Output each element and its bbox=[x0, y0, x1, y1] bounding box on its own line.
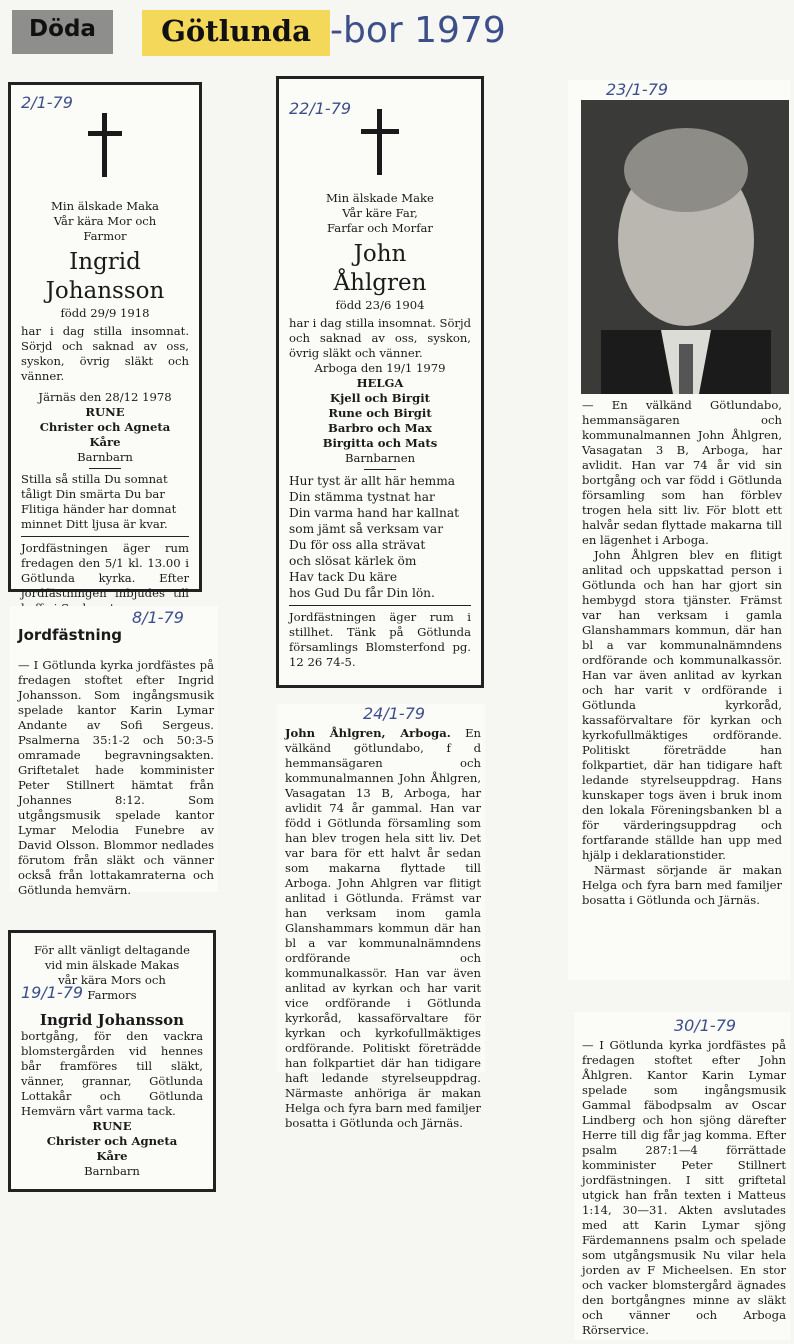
mourner-line: RUNE bbox=[85, 405, 125, 419]
poem-line: Din stämma tystnat har bbox=[289, 490, 435, 504]
poem-line: Hav tack Du käre bbox=[289, 570, 398, 584]
notice-john-place-date: Arboga den 19/1 1979 bbox=[314, 361, 446, 375]
thanks-ingrid-mourners bbox=[21, 1119, 203, 1164]
mourner-line: HELGA bbox=[356, 376, 404, 390]
poem-line: Flitiga händer har domnat bbox=[21, 502, 177, 516]
divider bbox=[21, 536, 189, 537]
intro-line: Min älskade Maka bbox=[51, 199, 159, 213]
mourner-line: Kåre bbox=[89, 435, 121, 449]
mourner-line: Birgitta och Mats bbox=[322, 436, 438, 450]
header-handwritten-note: -bor 1979 bbox=[330, 10, 506, 51]
notice-ingrid-poem bbox=[21, 472, 189, 532]
poem-line: tåligt Din smärta Du bar bbox=[21, 487, 165, 501]
divider bbox=[89, 468, 121, 469]
thanks-ingrid-name: Ingrid Johansson bbox=[39, 1011, 185, 1029]
poem-line: hos Gud Du får Din lön. bbox=[289, 586, 435, 600]
poem-line: minnet Ditt ljusa är kvar. bbox=[21, 517, 168, 531]
mourner-line: Rune och Birgit bbox=[328, 406, 432, 420]
name-line: John bbox=[353, 241, 407, 267]
photo-clip-text bbox=[582, 398, 782, 908]
notice-john-date-note: 22/1-79 bbox=[289, 99, 352, 118]
notice-ingrid-date-note: 2/1-79 bbox=[21, 93, 73, 112]
thanks-ingrid-mourners-tail: Barnbarn bbox=[84, 1164, 140, 1178]
mourner-line: Christer och Agneta bbox=[39, 420, 171, 434]
poem-line: Du för oss alla strävat bbox=[289, 538, 426, 552]
intro-line: vid min älskade Makas bbox=[44, 958, 180, 972]
intro-line: Farmors bbox=[87, 988, 137, 1002]
portrait-photo-image bbox=[581, 100, 789, 394]
header-tag-doda-label: Döda bbox=[29, 16, 96, 42]
portrait-photo bbox=[581, 100, 789, 394]
photo-clip-paragraph: John Åhlgren blev en flitigt anlitad och uppskattad person i Götlunda och han har gjort sin hembygd stora tjänster. Främst var han verksam i gamla Glanshammars kommun, där han bl a var kommunalnämndens ordförande och kommunalkassör. Han var även anlitad av kyrkan och har varit v ordförande i Götlunda kyrkoråd, kassaförvaltare för kyrkan och kyrkofullmäktiges ordförande. Politiskt företrädde han folkpartiet, där han tidigare haft ledande styrelseuppdrag. Hans kunskaper togs även i bruk inom den lokala Föreningsbanken bl a för värderingsuppdrag och fortfarande ställde han upp med hjälp i deklarationstider. bbox=[582, 548, 782, 862]
news-john-body bbox=[285, 726, 481, 1131]
notice-ingrid-place-date: Järnäs den 28/12 1978 bbox=[38, 390, 172, 404]
mourner-line: Kjell och Birgit bbox=[330, 391, 430, 405]
notice-john-born: född 23/6 1904 bbox=[335, 298, 425, 312]
poem-line: som jämt så verksam var bbox=[289, 522, 444, 536]
divider bbox=[364, 469, 396, 470]
news-john-lead: John Åhlgren, Arboga. bbox=[285, 726, 451, 740]
mourner-line: Christer och Agneta bbox=[46, 1134, 178, 1148]
intro-line: Farfar och Morfar bbox=[327, 221, 433, 235]
notice-ingrid-mourners bbox=[21, 405, 189, 450]
divider bbox=[289, 605, 471, 606]
notice-john-poem bbox=[289, 473, 471, 601]
notice-ingrid-funeral: Jordfästningen äger rum fredagen den 5/1 kl. 13.00 i Götlunda kyrka. Efter jordfästningen inbjudes till bbox=[21, 541, 189, 600]
poem-line: Stilla så stilla Du somnat bbox=[21, 472, 168, 486]
header-place-label: Götlunda bbox=[161, 14, 311, 48]
notice-john-funeral: Jordfästningen äger rum i stillhet. Tänk på Götlunda församlings Blomsterfond pg. 12 26 74-5. bbox=[289, 610, 471, 669]
photo-clip-paragraph: — En välkänd Götlundabo, hemmansägaren och kommunalmannen John Åhlgren, Vasagatan 3 B, Arboga, har avlidit. Han var 74 år vid sin bortgång och var född i Götlunda församling som han förblev trogen hela sitt liv. För blott ett halvår sedan flyttade makarna till en lägenhet i Arboga. bbox=[582, 398, 782, 547]
poem-line: Hur tyst är allt här hemma bbox=[289, 474, 456, 488]
jordfastning-ingrid-heading: Jordfästning bbox=[18, 626, 123, 644]
photo-clipping bbox=[568, 80, 790, 980]
poem-line: och slösat kärlek öm bbox=[289, 554, 417, 568]
mourner-line: RUNE bbox=[92, 1119, 132, 1133]
photo-clip-date-note: 23/1-79 bbox=[606, 80, 669, 99]
thanks-ingrid-text: bortgång, för den vackra blomstergården vid hennes bår framföres till släkt, vänner, grannar, Götlunda Lottakår och Götlunda Hemvärn vårt varma tack. bbox=[21, 1029, 203, 1118]
intro-line: Vår kära Mor och bbox=[53, 214, 157, 228]
cross-icon bbox=[85, 111, 125, 181]
notice-john-intro bbox=[289, 191, 471, 236]
notice-john-mourners bbox=[289, 376, 471, 451]
notice-john-mourners-tail: Barnbarnen bbox=[344, 451, 416, 465]
notice-john-body: har i dag stilla insomnat. Sörjd och saknad av oss, syskon, övrig släkt och vänner. bbox=[289, 316, 471, 360]
name-line: Ingrid bbox=[69, 249, 141, 275]
notice-ingrid-body: har i dag stilla insomnat. Sörjd och saknad av oss, syskon, övrig släkt och vänner. bbox=[21, 324, 189, 383]
news-john-text: En välkänd götlundabo, f d hemmansägaren och kommunalmannen John Åhlgren, Vasagatan 13 B, Arboga, har avlidit 74 år gammal. Han var född i Götlunda församling som han blev trogen hela sitt liv. Det var bara för ett halvt år sedan som makarna flyttade till Arboga. John Ahlgren var flitigt anlitad i Götlunda. Främst var han verksam inom gamla Glanshammars kommun där han bl a var kommunalnämndens ordförande och kommunalkassör. Han var även anlitad av kyrkan och har varit vice ordförande i Götlunda kyrkoråd, kassaförvaltare för kyrkan och kyrkofullmäktiges ordförande. Politiskt företrädde han folkpartiet där han tidigare haft ledande styrelseuppdrag. Närmaste anhöriga är makan Helga och fyra barn med familjer bosatta i Götlunda och Järnäs. bbox=[285, 726, 481, 1130]
thanks-ingrid-date-note: 19/1-79 bbox=[21, 983, 84, 1002]
poem-line: Din varma hand har kallnat bbox=[289, 506, 459, 520]
jordfastning-ingrid bbox=[10, 606, 218, 897]
notice-ingrid-name bbox=[21, 248, 189, 306]
notice-ingrid bbox=[8, 82, 202, 600]
jordfastning-john bbox=[574, 1012, 790, 1340]
notice-john bbox=[276, 76, 484, 688]
cross-icon bbox=[358, 107, 402, 179]
news-john bbox=[277, 704, 485, 1130]
mourner-line: Kåre bbox=[96, 1149, 128, 1163]
notice-ingrid-mourners-tail: Barnbarn bbox=[77, 450, 133, 464]
notice-ingrid-intro bbox=[21, 199, 189, 244]
notice-john-name bbox=[289, 240, 471, 298]
intro-line: För allt vänligt deltagande bbox=[33, 943, 191, 957]
photo-clip-paragraph: Närmast sörjande är makan Helga och fyra barn med familjer bosatta i Götlunda och Järnäs. bbox=[582, 863, 782, 907]
jordfastning-john-text: — I Götlunda kyrka jordfästes på fredagen stoftet efter John Åhlgren. Kantor Karin Lymar spelade som ingångsmusik Gammal fäbodpsalm av Oscar Lindberg och hon sjöng därefter Herre till dig får jag komma. Efter psalm 287:1—4 förrättade komminister Peter Stillnert jordfästningen. I sitt griftetal utgick han från texten i Matteus 1:14, 30—31. Akten avslutades med att Karin Lymar sjöng Färdemannens psalm och spelade som utgångsmusik Nu vilar hela jorden av F Micheelsen. En stor och vacker blomstergård ägnades den bortgångnes minne av släkt och vänner och Arboga Rörservice. bbox=[582, 1038, 786, 1337]
jordfastning-john-date-note: 30/1-79 bbox=[674, 1016, 737, 1035]
jordfastning-ingrid-date-note: 8/1-79 bbox=[132, 608, 184, 627]
mourner-line: Barbro och Max bbox=[328, 421, 432, 435]
intro-line: Vår käre Far, bbox=[342, 206, 418, 220]
thanks-ingrid bbox=[8, 930, 216, 1192]
notice-ingrid-born: född 29/9 1918 bbox=[60, 306, 150, 320]
name-line: Johansson bbox=[45, 278, 165, 304]
intro-line: Farmor bbox=[83, 229, 127, 243]
name-line: Åhlgren bbox=[333, 270, 427, 296]
intro-line: vår kära Mors och bbox=[58, 973, 166, 987]
news-john-date-note: 24/1-79 bbox=[363, 704, 426, 723]
jordfastning-ingrid-text: — I Götlunda kyrka jordfästes på fredagen stoftet efter Ingrid Johansson. Som ingångsmusik spelade kantor Karin Lymar Andante av Sofi Sergeus. Psalmerna 35:1-2 och 50:3-5 omramade begravningsakten. Griftetalet hade komminister Peter Stillnert hämtat från Johannes 8:12. Som utgångsmusik spelade kantor Lymar Melodia Funebre av David Olsson. Blommor nedlades förutom från släkt och vänner också från lottakamraterna och Götlunda hemvärn. bbox=[18, 658, 214, 897]
intro-line: Min älskade Make bbox=[326, 191, 434, 205]
